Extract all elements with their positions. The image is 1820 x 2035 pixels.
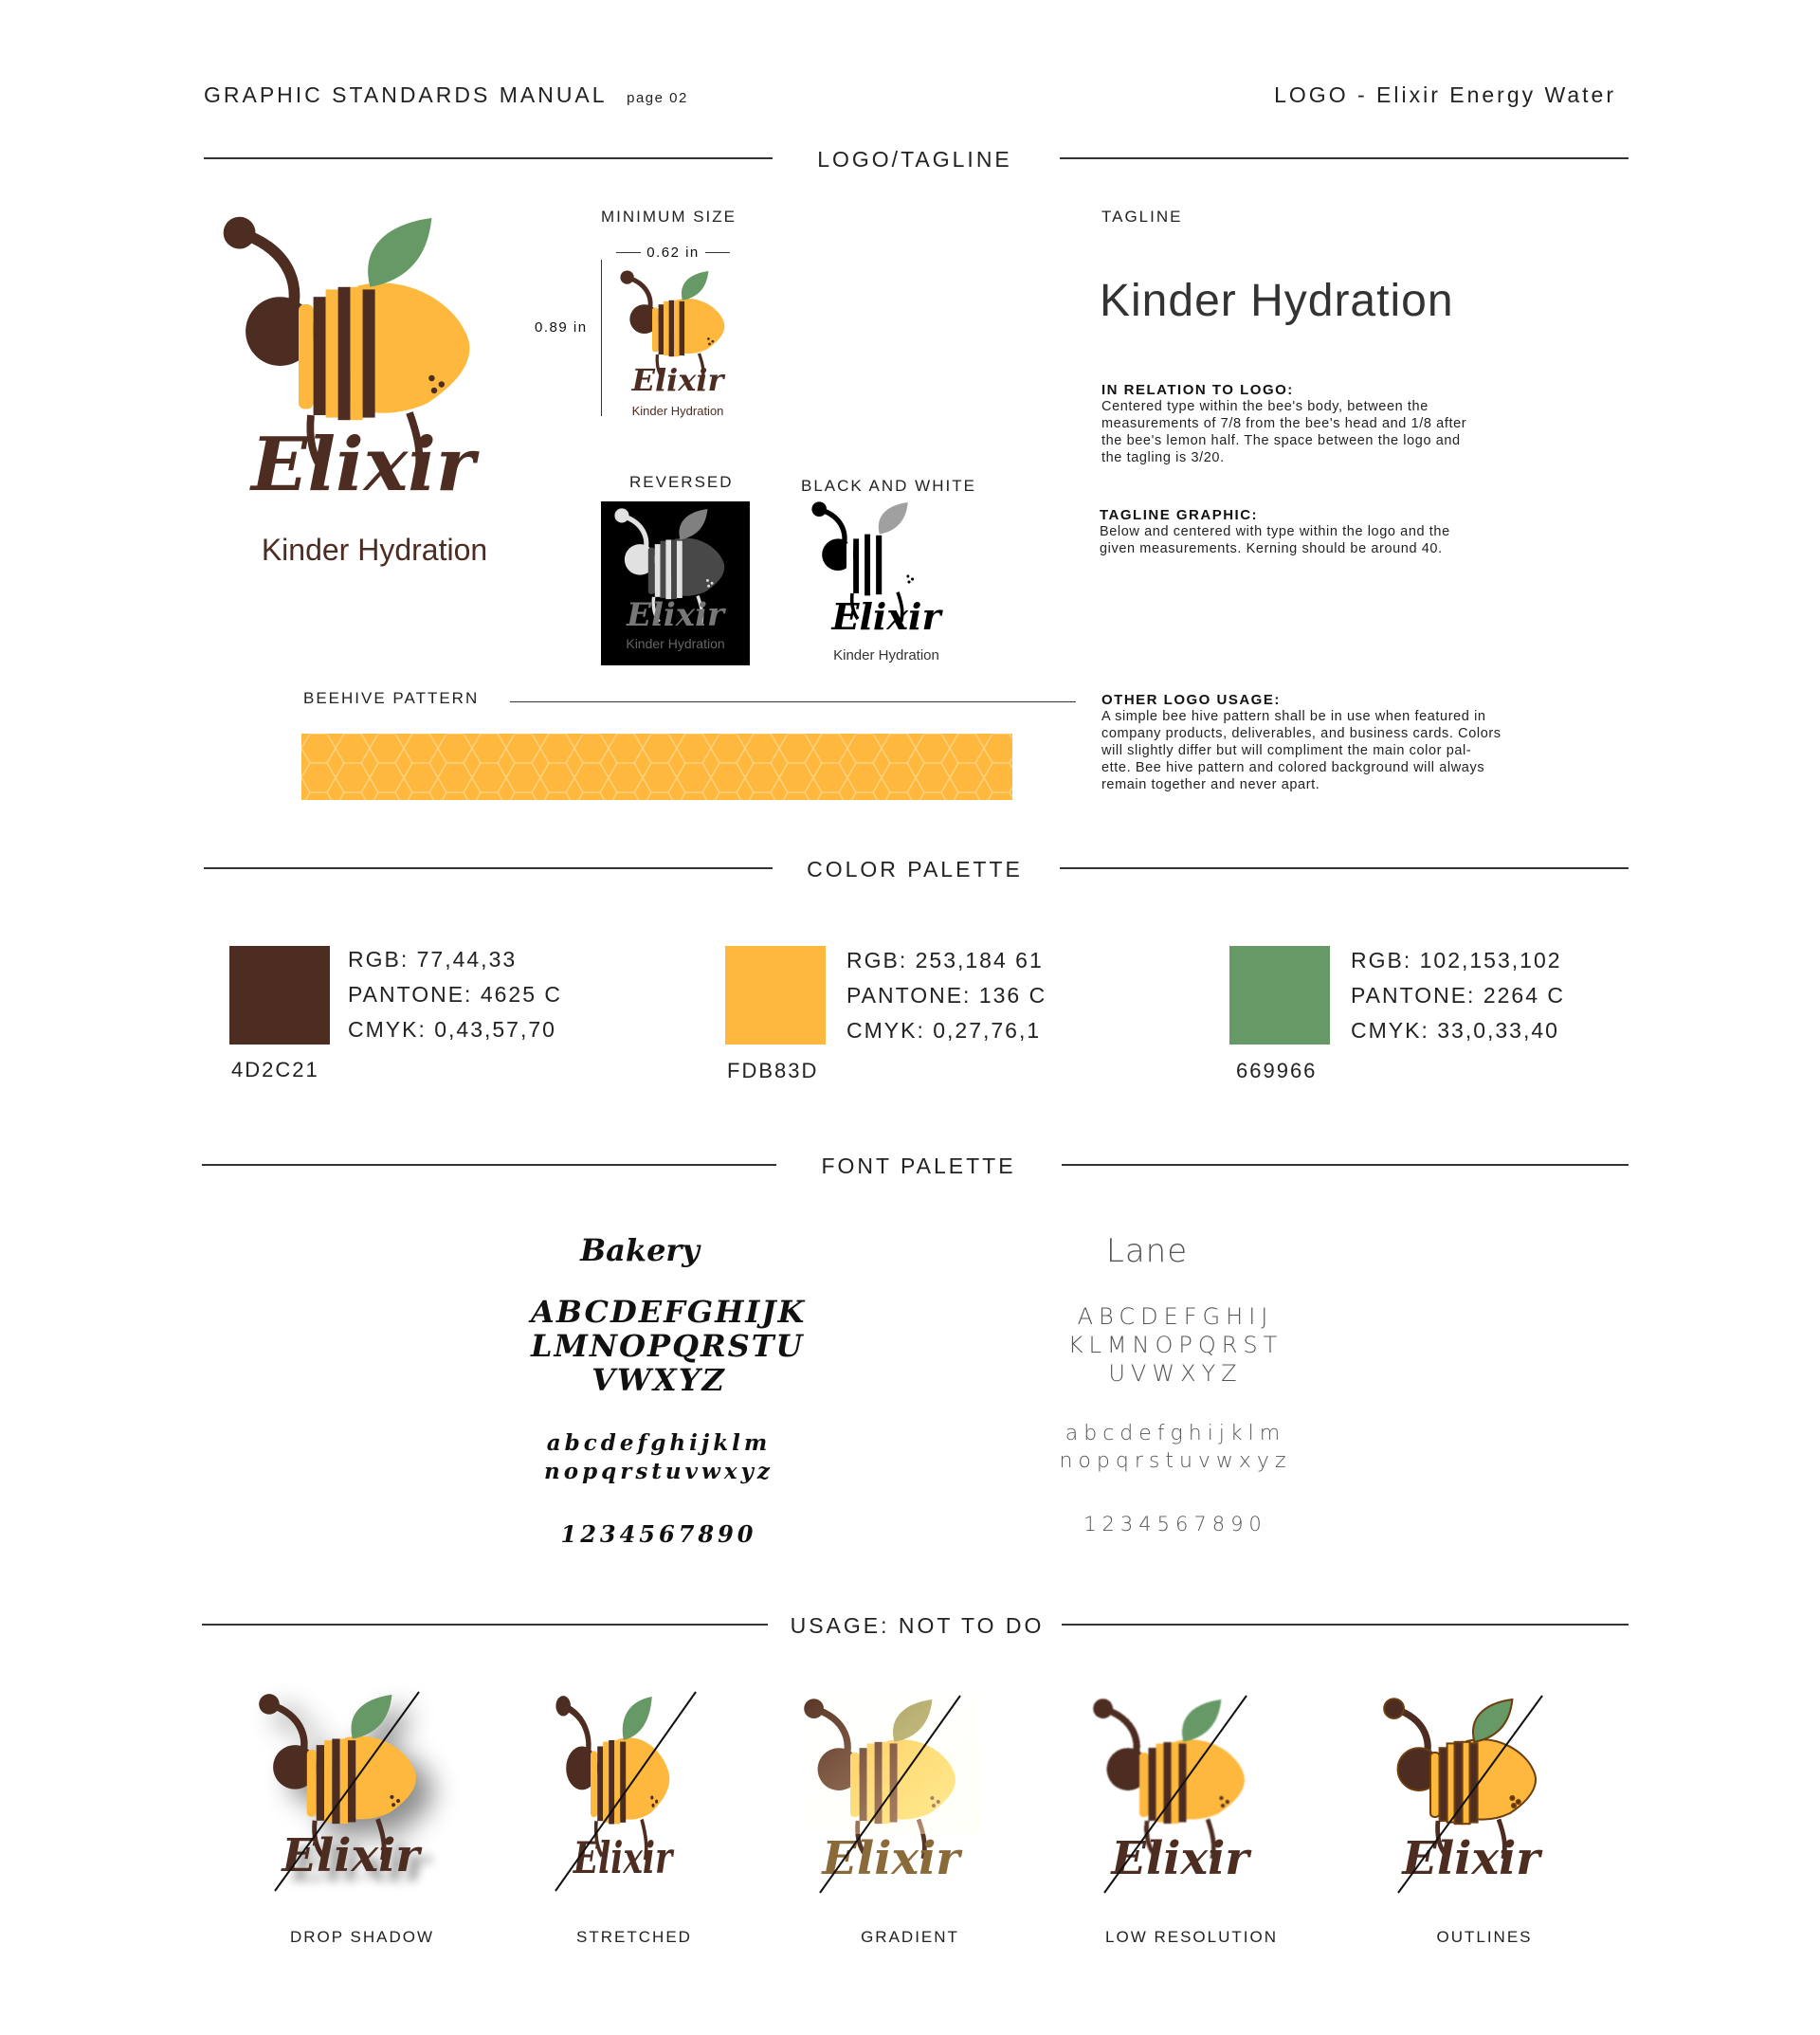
relation-line: Centered type within the bee's body, between the (1101, 399, 1429, 414)
tagline-graphic-line: Below and centered with type within the logo and the (1100, 524, 1450, 539)
color-specs-yellow (846, 943, 1046, 1048)
section-rule (1062, 1164, 1629, 1166)
relation-line: the bee's lemon half. The space between the logo and (1101, 433, 1461, 448)
color-specs-brown (348, 942, 562, 1047)
relation-block (1101, 382, 1594, 466)
beehive-rule (510, 701, 1076, 702)
usage-label: GRADIENT (861, 1928, 959, 1946)
hex-value: 669966 (1236, 1059, 1318, 1082)
other-usage-line: company products, deliverables, and business cards. Colors (1101, 726, 1502, 741)
usage-stretched (552, 1692, 703, 1896)
tagline-graphic-line: given measurements. Kerning should be around 40. (1100, 541, 1443, 556)
font-sample-bakery (531, 1232, 807, 1548)
pantone-value: PANTONE: 2264 C (1351, 983, 1566, 1008)
bee-logo-icon (223, 213, 517, 573)
document-title: LOGO - Elixir Energy Water (1274, 82, 1616, 107)
font-name: Lane (1105, 1232, 1189, 1270)
usage-drop-shadow (256, 1687, 446, 1896)
strike-line (1090, 1692, 1270, 1896)
cmyk-value: CMYK: 33,0,33,40 (1351, 1018, 1559, 1043)
bee-logo-icon (616, 269, 739, 373)
color-swatch-yellow (725, 946, 826, 1045)
section-rule (1062, 1624, 1629, 1626)
main-logo (223, 213, 517, 573)
logo-wordmark: Elixir (822, 1832, 960, 1885)
logo-wordmark: Elixir (251, 422, 475, 508)
section-title-logo: LOGO/TAGLINE (817, 147, 1012, 172)
beehive-pattern (301, 734, 1012, 800)
font-sample-lane (1033, 1232, 1318, 1535)
color-swatch-green (1229, 946, 1330, 1045)
reversed-logo (601, 501, 750, 665)
section-rule (202, 1624, 768, 1626)
other-usage-line: ette. Bee hive pattern and colored background will always (1101, 760, 1485, 775)
page-number: page 02 (627, 90, 688, 106)
section-rule (1060, 867, 1629, 869)
section-title-fonts: FONT PALETTE (821, 1154, 1016, 1178)
beehive-label: BEEHIVE PATTERN (303, 689, 480, 707)
reversed-label: REVERSED (629, 473, 734, 491)
font-lowercase: abcdefghijklm nopqrstuvwxyz (1059, 1422, 1292, 1473)
font-name: Bakery (580, 1232, 700, 1268)
strike-line (256, 1687, 446, 1896)
logo-wordmark: Elixir (282, 1829, 420, 1882)
hex-value: FDB83D (727, 1059, 819, 1082)
logo-wordmark: Elixir (1111, 1832, 1249, 1885)
color-swatch-brown (229, 946, 330, 1045)
tagline-display: Kinder Hydration (1100, 276, 1454, 326)
other-usage-block (1101, 692, 1594, 793)
usage-label: DROP SHADOW (289, 1928, 435, 1946)
rgb-value: RGB: 102,153,102 (1351, 948, 1562, 972)
font-lowercase: abcdefghijklm nopqrstuvwxyz (544, 1430, 774, 1484)
cmyk-value: CMYK: 0,43,57,70 (348, 1017, 556, 1042)
strike-line (801, 1692, 981, 1896)
relation-line: measurements of 7/8 from the bee's head and 1/8 after (1101, 416, 1467, 431)
honeycomb-icon (301, 734, 1012, 800)
logo-tagline: Kinder Hydration (631, 404, 724, 418)
manual-title: GRAPHIC STANDARDS MANUAL page 02 (204, 82, 688, 107)
pantone-value: PANTONE: 4625 C (348, 982, 563, 1007)
section-rule (204, 157, 773, 159)
bw-label: BLACK AND WHITE (801, 477, 976, 495)
relation-line: the tagling is 3/20. (1101, 450, 1225, 465)
hex-value: 4D2C21 (231, 1058, 319, 1081)
logo-wordmark: Elixir (627, 596, 724, 634)
minimum-size-label: MINIMUM SIZE (601, 208, 737, 226)
logo-wordmark: Elixir (631, 362, 724, 398)
tagline-graphic-block (1100, 507, 1592, 557)
other-usage-line: remain together and never apart. (1101, 777, 1320, 792)
font-digits: 1234567890 (560, 1520, 757, 1548)
logo-wordmark: Elixir (1402, 1832, 1540, 1885)
usage-outlines (1381, 1692, 1561, 1896)
other-usage-line: A simple bee hive pattern shall be in use when featured in (1101, 709, 1486, 724)
height-value: 0.89 in (535, 319, 588, 336)
rgb-value: RGB: 253,184 61 (846, 948, 1044, 972)
usage-label: LOW RESOLUTION (1105, 1928, 1278, 1946)
section-title-usage: USAGE: NOT TO DO (790, 1613, 1045, 1638)
section-title-colors: COLOR PALETTE (807, 857, 1023, 881)
width-value: 0.62 in (646, 245, 700, 261)
strike-line (552, 1692, 703, 1896)
width-measure (616, 245, 730, 261)
pantone-value: PANTONE: 136 C (846, 983, 1047, 1008)
other-usage-heading: OTHER LOGO USAGE: (1101, 692, 1281, 708)
logo-wordmark: Elixir (573, 1832, 673, 1883)
height-measure-line (601, 260, 602, 416)
logo-tagline: Kinder Hydration (833, 647, 939, 663)
usage-label: STRETCHED (576, 1928, 692, 1946)
bw-logo (801, 502, 972, 668)
rgb-value: RGB: 77,44,33 (348, 947, 518, 972)
font-uppercase: ABCDEFGHIJ KLMNOPQRST UVWXYZ (1067, 1303, 1283, 1387)
strike-line (1381, 1692, 1561, 1896)
section-rule (202, 1164, 776, 1166)
tagline-heading: TAGLINE (1101, 208, 1183, 226)
usage-low-resolution (1090, 1692, 1270, 1896)
other-usage-line: will slightly differ but will compliment the main color pal- (1101, 743, 1472, 758)
section-rule (1060, 157, 1629, 159)
logo-tagline: Kinder Hydration (261, 533, 488, 567)
relation-heading: IN RELATION TO LOGO: (1101, 382, 1294, 398)
font-uppercase: ABCDEFGHIJK LMNOPQRSTU VWXYZ (531, 1294, 807, 1398)
tagline-graphic-heading: TAGLINE GRAPHIC: (1100, 507, 1259, 523)
minimum-size-logo (616, 269, 739, 421)
usage-gradient (801, 1692, 981, 1896)
logo-wordmark: Elixir (831, 595, 941, 638)
usage-label: OUTLINES (1436, 1928, 1533, 1946)
cmyk-value: CMYK: 0,27,76,1 (846, 1018, 1042, 1043)
font-digits: 1234567890 (1083, 1513, 1267, 1535)
color-specs-green (1351, 943, 1565, 1048)
logo-tagline: Kinder Hydration (626, 636, 725, 651)
section-rule (204, 867, 773, 869)
